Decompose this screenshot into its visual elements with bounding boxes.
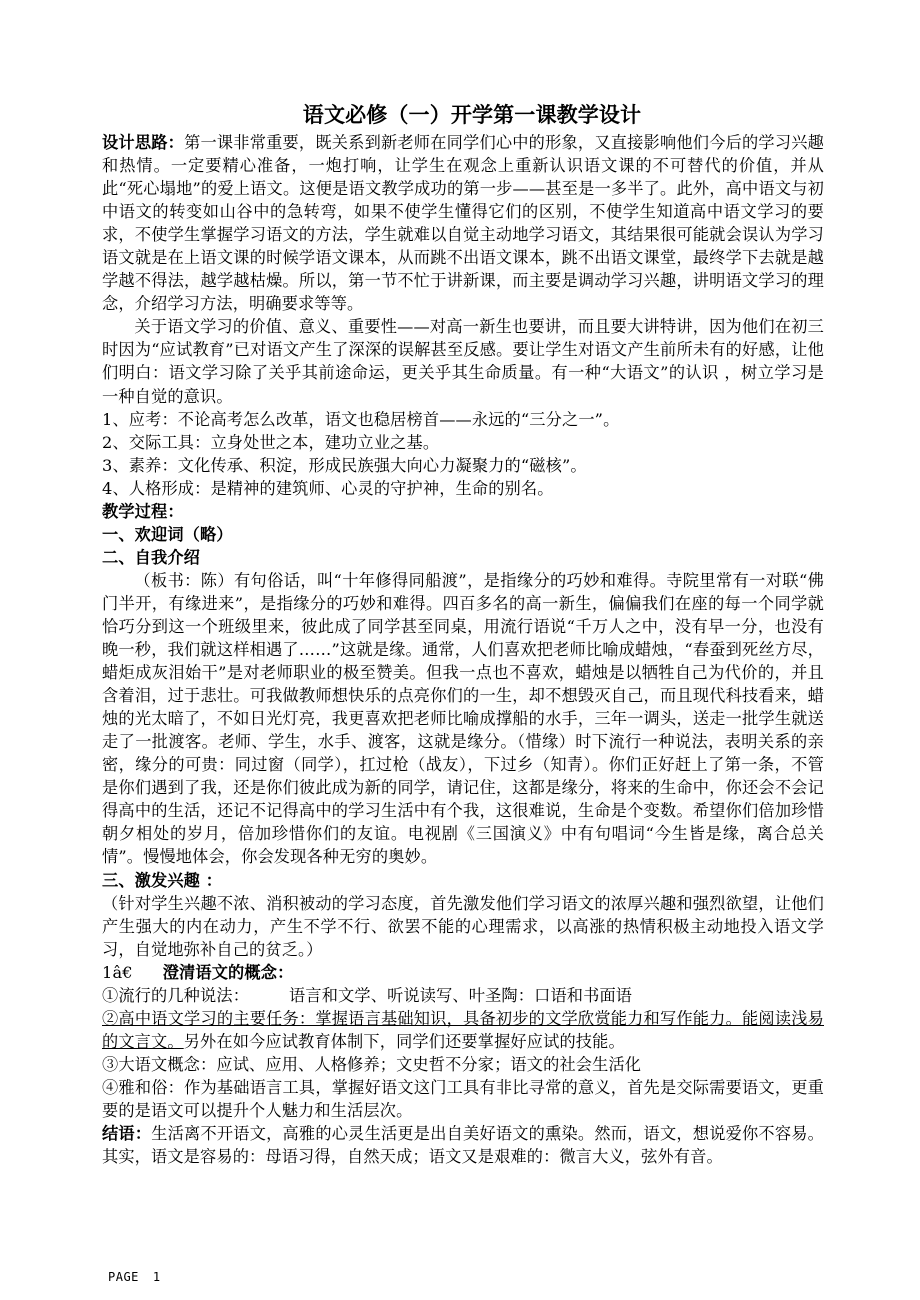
concept-item-1-label: ①流行的几种说法： xyxy=(102,985,250,1005)
document-body xyxy=(102,100,824,1168)
section-intro-heading: 二、自我介绍 xyxy=(102,547,201,567)
value-item-1: 1、应考：不论高考怎么改革，语文也稳居榜首——永远的“三分之一”。 xyxy=(102,409,620,429)
concept-item-2-rest: 另外在如今应试教育体制下，同学们还要掌握好应试的技能。 xyxy=(183,1031,625,1051)
conclusion-text: 生活离不开语文，高雅的心灵生活更是出自美好语文的熏染。然而，语文，想说爱你不容易。其实，语文是容易的：母语习得，自然天成；语文又是艰难的：微言大义，弦外有音。 xyxy=(102,1124,824,1167)
concept-item-2-underlined: ②高中语文学习的主要任务：掌握语言基础知识，具备初步的文学欣赏能力和写作能力。能阅读浅易的文言文。 xyxy=(102,1008,824,1051)
page-number: 1 xyxy=(152,1270,161,1284)
value-item-2: 2、交际工具：立身处世之本，建功立业之基。 xyxy=(102,432,440,452)
section-welcome-heading: 一、欢迎词（略） xyxy=(102,524,233,544)
document-title: 语文必修（一）开学第一课教学设计 xyxy=(302,102,642,127)
interest-paragraph: （针对学生兴趣不浓、消积被动的学习态度，首先激发他们学习语文的浓厚兴趣和强烈欲望，让他们产生强大的内在动力，产生不学不行、欲罢不能的心理需求，以高涨的热情积极主动地投入语文学习，自觉地弥补自己的贫乏。） xyxy=(102,893,824,959)
design-text: 第一课非常重要，既关系到新老师在同学们心中的形象，又直接影响他们今后的学习兴趣和热情。一定要精心准备，一炮打响，让学生在观念上重新认识语文课的不可替代的价值，并从此“死心塌地”的爱上语文。这便是语文教学成功的第一步——甚至是一多半了。此外，高中语文与初中语文的转变如山谷中的急转弯，如果不使学生懂得它们的区别，不使学生知道高中语文学习的要求，不使学生掌握学习语文的方法，学生就难以自觉主动地学习语文，其结果很可能就会误认为学习语文就是在上语文课的时候学语文课本，从而跳不出语文课本，跳不出语文课堂，最终学下去就是越学越不得法，越学越枯燥。所以，第一节不忙于讲新课，而主要是调动学习兴趣，讲明语文学习的理念，介绍学习方法，明确要求等等。 xyxy=(102,133,824,314)
concept-item-1 xyxy=(102,984,824,1007)
page-label: PAGE xyxy=(108,1270,139,1284)
conclusion-label: 结语： xyxy=(102,1124,152,1144)
concept-heading-line xyxy=(102,961,824,984)
concept-item-4: ④雅和俗：作为基础语言工具，掌握好语文这门工具有非比寻常的意义，首先是交际需要语文，更重要的是语文可以提升个人魅力和生活层次。 xyxy=(102,1077,824,1120)
value-item-3: 3、素养：文化传承、积淀，形成民族强大向心力凝聚力的“磁核”。 xyxy=(102,455,587,475)
process-heading: 教学过程： xyxy=(102,501,184,521)
value-paragraph: 关于语文学习的价值、意义、重要性——对高一新生也要讲，而且要大讲特讲，因为他们在初三时因为“应试教育”已对语文产生了深深的误解甚至反感。要让学生对语文产生前所未有的好感，让他们明白：语文学习除了关乎其前途命运，更关乎其生命质量。有一种“大语文”的认识 ，树立学习是一种自觉的意识。 xyxy=(102,317,824,406)
intro-paragraph: （板书：陈）有句俗话，叫“十年修得同船渡”，是指缘分的巧妙和难得。寺院里常有一对联“佛门半开，有缘进来”，是指缘分的巧妙和难得。四百多名的高一新生，偏偏我们在座的每一个同学就恰巧分到这一个班级里来，彼此成了同学甚至同桌，用流行语说“千万人之中，没有早一分，也没有晚一秒，我们就这样相遇了……”这就是缘。通常，人们喜欢把老师比喻成蜡烛，“春蚕到死丝方尽，蜡炬成灰泪始干”是对老师职业的极至赞美。但我一点也不喜欢，蜡烛是以牺牲自己为代价的，并且含着泪，过于悲壮。可我做教师想快乐的点亮你们的一生，却不想毁灭自己，而且现代科技看来，蜡烛的光太暗了，不如日光灯亮，我更喜欢把老师比喻成撑船的水手，三年一调头，送走一批学生就送走了一批渡客。老师、学生，水手、渡客，这就是缘分。（惜缘）时下流行一种说法，表明关系的亲密，缘分的可贵：同过窗（同学），扛过枪（战友），下过乡（知青）。你们正好赶上了第一条，不管是你们遇到了我，还是你们彼此成为新的同学，请记住，这都是缘分，将来的生命中，你还会不会记得高中的生活，还记不记得高中的学习生活中有个我，这很难说，生命是个变数。希望你们倍加珍惜朝夕相处的岁月，倍加珍惜你们的友谊。电视剧《三国演义》中有句唱词“今生皆是缘，离合总关情”。慢慢地体会，你会发现各种无穷的奥妙。 xyxy=(102,570,824,867)
page-footer xyxy=(108,1270,161,1284)
concept-item-2 xyxy=(102,1007,824,1053)
design-paragraph xyxy=(102,131,824,315)
section-interest-heading: 三、激发兴趣 ： xyxy=(102,870,223,890)
concept-item-3: ③大语文概念：应试、应用、人格修养；文史哲不分家；语文的社会生活化 xyxy=(102,1054,642,1074)
concept-prefix: 1â€ xyxy=(102,962,133,982)
design-label: 设计思路： xyxy=(102,133,185,152)
concept-item-1-text: 语言和文学、听说读写、叶圣陶：口语和书面语 xyxy=(289,985,633,1005)
concept-heading: 澄清语文的概念： xyxy=(162,962,294,982)
conclusion-paragraph xyxy=(102,1122,824,1168)
value-item-4: 4、人格形成：是精神的建筑师、心灵的守护神，生命的别名。 xyxy=(102,478,554,498)
